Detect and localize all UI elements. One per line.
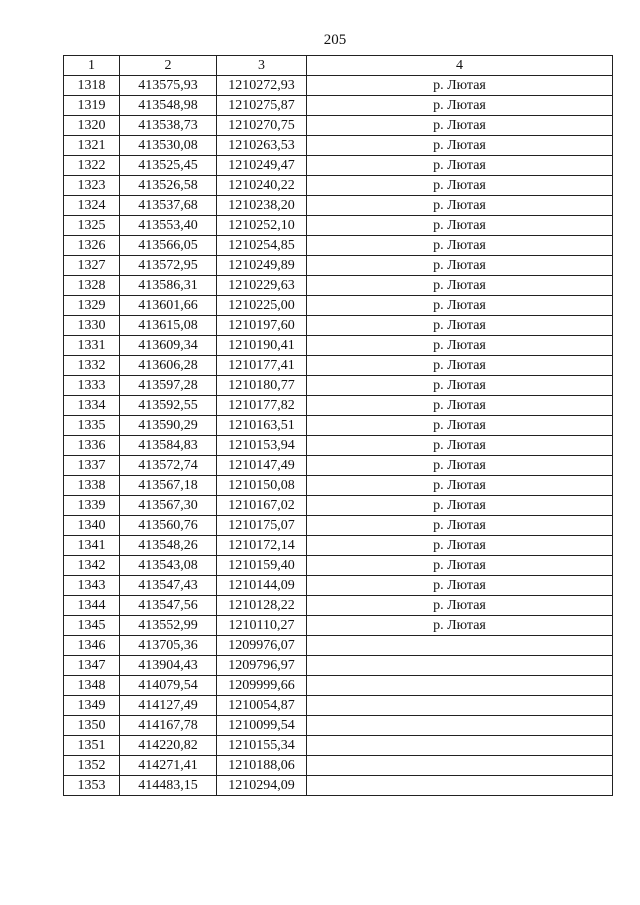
- x-coordinate-cell: 413601,66: [120, 296, 217, 316]
- table-row: [64, 96, 613, 116]
- y-coordinate-cell: 1210159,40: [217, 556, 307, 576]
- point-number-cell: 1340: [64, 516, 120, 536]
- x-coordinate-cell: 413553,40: [120, 216, 217, 236]
- table-row: [64, 196, 613, 216]
- x-coordinate-cell: 413548,26: [120, 536, 217, 556]
- x-coordinate-cell: 413538,73: [120, 116, 217, 136]
- y-coordinate-cell: 1210177,41: [217, 356, 307, 376]
- point-number-cell: 1323: [64, 176, 120, 196]
- y-coordinate-cell: 1210054,87: [217, 696, 307, 716]
- table-row: [64, 376, 613, 396]
- point-number-cell: 1325: [64, 216, 120, 236]
- point-number-cell: 1350: [64, 716, 120, 736]
- point-number-cell: 1335: [64, 416, 120, 436]
- x-coordinate-cell: 413567,30: [120, 496, 217, 516]
- description-cell: р. Лютая: [307, 336, 613, 356]
- description-cell: [307, 756, 613, 776]
- table-row: [64, 496, 613, 516]
- y-coordinate-cell: 1210153,94: [217, 436, 307, 456]
- table-row: [64, 276, 613, 296]
- x-coordinate-cell: 413609,34: [120, 336, 217, 356]
- table-row: [64, 676, 613, 696]
- y-coordinate-cell: 1210225,00: [217, 296, 307, 316]
- point-number-cell: 1348: [64, 676, 120, 696]
- point-number-cell: 1341: [64, 536, 120, 556]
- point-number-cell: 1319: [64, 96, 120, 116]
- x-coordinate-cell: 413572,74: [120, 456, 217, 476]
- point-number-cell: 1332: [64, 356, 120, 376]
- table-row: [64, 456, 613, 476]
- y-coordinate-cell: 1210167,02: [217, 496, 307, 516]
- table-row: [64, 556, 613, 576]
- table-row: [64, 136, 613, 156]
- table-row: [64, 176, 613, 196]
- description-cell: р. Лютая: [307, 136, 613, 156]
- coordinates-table: [63, 55, 613, 796]
- point-number-cell: 1336: [64, 436, 120, 456]
- table-row: [64, 396, 613, 416]
- y-coordinate-cell: 1210254,85: [217, 236, 307, 256]
- description-cell: р. Лютая: [307, 536, 613, 556]
- x-coordinate-cell: 413606,28: [120, 356, 217, 376]
- y-coordinate-cell: 1210197,60: [217, 316, 307, 336]
- description-cell: р. Лютая: [307, 236, 613, 256]
- x-coordinate-cell: 413615,08: [120, 316, 217, 336]
- point-number-cell: 1318: [64, 76, 120, 96]
- table-row: [64, 716, 613, 736]
- description-cell: р. Лютая: [307, 496, 613, 516]
- description-cell: р. Лютая: [307, 396, 613, 416]
- description-cell: р. Лютая: [307, 596, 613, 616]
- x-coordinate-cell: 413586,31: [120, 276, 217, 296]
- description-cell: р. Лютая: [307, 516, 613, 536]
- point-number-cell: 1321: [64, 136, 120, 156]
- y-coordinate-cell: 1210249,89: [217, 256, 307, 276]
- table-row: [64, 576, 613, 596]
- table-row: [64, 256, 613, 276]
- y-coordinate-cell: 1210270,75: [217, 116, 307, 136]
- x-coordinate-cell: 413560,76: [120, 516, 217, 536]
- point-number-cell: 1331: [64, 336, 120, 356]
- y-coordinate-cell: 1209796,97: [217, 656, 307, 676]
- point-number-cell: 1344: [64, 596, 120, 616]
- description-cell: р. Лютая: [307, 96, 613, 116]
- description-cell: [307, 696, 613, 716]
- description-cell: р. Лютая: [307, 176, 613, 196]
- x-coordinate-cell: 413537,68: [120, 196, 217, 216]
- description-cell: [307, 656, 613, 676]
- x-coordinate-cell: 413552,99: [120, 616, 217, 636]
- table-row: [64, 756, 613, 776]
- table-row: [64, 516, 613, 536]
- x-coordinate-cell: 413530,08: [120, 136, 217, 156]
- x-coordinate-cell: 413543,08: [120, 556, 217, 576]
- description-cell: р. Лютая: [307, 556, 613, 576]
- point-number-cell: 1345: [64, 616, 120, 636]
- y-coordinate-cell: 1210188,06: [217, 756, 307, 776]
- table-row: [64, 476, 613, 496]
- x-coordinate-cell: 413547,56: [120, 596, 217, 616]
- table-row: [64, 596, 613, 616]
- point-number-cell: 1334: [64, 396, 120, 416]
- point-number-cell: 1337: [64, 456, 120, 476]
- point-number-cell: 1353: [64, 776, 120, 796]
- point-number-cell: 1343: [64, 576, 120, 596]
- description-cell: р. Лютая: [307, 296, 613, 316]
- description-cell: [307, 676, 613, 696]
- y-coordinate-cell: 1210155,34: [217, 736, 307, 756]
- table-row: [64, 636, 613, 656]
- point-number-cell: 1342: [64, 556, 120, 576]
- table-row: [64, 356, 613, 376]
- y-coordinate-cell: 1210238,20: [217, 196, 307, 216]
- x-coordinate-cell: 414483,15: [120, 776, 217, 796]
- point-number-cell: 1346: [64, 636, 120, 656]
- description-cell: р. Лютая: [307, 356, 613, 376]
- point-number-cell: 1347: [64, 656, 120, 676]
- point-number-cell: 1324: [64, 196, 120, 216]
- y-coordinate-cell: 1210294,09: [217, 776, 307, 796]
- y-coordinate-cell: 1210163,51: [217, 416, 307, 436]
- x-coordinate-cell: 413575,93: [120, 76, 217, 96]
- table-header-row: [64, 56, 613, 76]
- x-coordinate-cell: 413526,58: [120, 176, 217, 196]
- description-cell: р. Лютая: [307, 316, 613, 336]
- table-row: [64, 216, 613, 236]
- x-coordinate-cell: 413597,28: [120, 376, 217, 396]
- y-coordinate-cell: 1210229,63: [217, 276, 307, 296]
- y-coordinate-cell: 1210272,93: [217, 76, 307, 96]
- table-row: [64, 416, 613, 436]
- x-coordinate-cell: 414167,78: [120, 716, 217, 736]
- x-coordinate-cell: 414127,49: [120, 696, 217, 716]
- table-row: [64, 436, 613, 456]
- description-cell: р. Лютая: [307, 376, 613, 396]
- description-cell: [307, 716, 613, 736]
- column-header-2: 2: [120, 56, 217, 76]
- x-coordinate-cell: 414271,41: [120, 756, 217, 776]
- point-number-cell: 1351: [64, 736, 120, 756]
- y-coordinate-cell: 1210128,22: [217, 596, 307, 616]
- table-row: [64, 296, 613, 316]
- x-coordinate-cell: 414220,82: [120, 736, 217, 756]
- y-coordinate-cell: 1210263,53: [217, 136, 307, 156]
- y-coordinate-cell: 1210249,47: [217, 156, 307, 176]
- x-coordinate-cell: 413592,55: [120, 396, 217, 416]
- table-row: [64, 536, 613, 556]
- point-number-cell: 1330: [64, 316, 120, 336]
- point-number-cell: 1326: [64, 236, 120, 256]
- y-coordinate-cell: 1210180,77: [217, 376, 307, 396]
- y-coordinate-cell: 1210099,54: [217, 716, 307, 736]
- description-cell: р. Лютая: [307, 616, 613, 636]
- x-coordinate-cell: 413547,43: [120, 576, 217, 596]
- x-coordinate-cell: 413705,36: [120, 636, 217, 656]
- x-coordinate-cell: 413590,29: [120, 416, 217, 436]
- table-row: [64, 156, 613, 176]
- y-coordinate-cell: 1210144,09: [217, 576, 307, 596]
- table-row: [64, 336, 613, 356]
- description-cell: р. Лютая: [307, 436, 613, 456]
- description-cell: р. Лютая: [307, 216, 613, 236]
- y-coordinate-cell: 1210110,27: [217, 616, 307, 636]
- x-coordinate-cell: 413572,95: [120, 256, 217, 276]
- point-number-cell: 1322: [64, 156, 120, 176]
- x-coordinate-cell: 414079,54: [120, 676, 217, 696]
- y-coordinate-cell: 1210190,41: [217, 336, 307, 356]
- point-number-cell: 1327: [64, 256, 120, 276]
- y-coordinate-cell: 1209999,66: [217, 676, 307, 696]
- x-coordinate-cell: 413567,18: [120, 476, 217, 496]
- y-coordinate-cell: 1210172,14: [217, 536, 307, 556]
- column-header-4: 4: [307, 56, 613, 76]
- description-cell: р. Лютая: [307, 456, 613, 476]
- description-cell: р. Лютая: [307, 156, 613, 176]
- column-header-3: 3: [217, 56, 307, 76]
- y-coordinate-cell: 1210175,07: [217, 516, 307, 536]
- description-cell: р. Лютая: [307, 276, 613, 296]
- x-coordinate-cell: 413548,98: [120, 96, 217, 116]
- description-cell: р. Лютая: [307, 116, 613, 136]
- description-cell: р. Лютая: [307, 416, 613, 436]
- description-cell: р. Лютая: [307, 76, 613, 96]
- description-cell: р. Лютая: [307, 196, 613, 216]
- point-number-cell: 1352: [64, 756, 120, 776]
- description-cell: р. Лютая: [307, 476, 613, 496]
- page-number: 205: [323, 32, 347, 48]
- table-row: [64, 776, 613, 796]
- table-row: [64, 116, 613, 136]
- point-number-cell: 1349: [64, 696, 120, 716]
- description-cell: р. Лютая: [307, 256, 613, 276]
- y-coordinate-cell: 1209976,07: [217, 636, 307, 656]
- point-number-cell: 1320: [64, 116, 120, 136]
- description-cell: [307, 776, 613, 796]
- table-row: [64, 316, 613, 336]
- y-coordinate-cell: 1210177,82: [217, 396, 307, 416]
- description-cell: [307, 736, 613, 756]
- table-row: [64, 656, 613, 676]
- table-row: [64, 736, 613, 756]
- y-coordinate-cell: 1210240,22: [217, 176, 307, 196]
- description-cell: р. Лютая: [307, 576, 613, 596]
- table-row: [64, 76, 613, 96]
- table-row: [64, 236, 613, 256]
- column-header-1: 1: [64, 56, 120, 76]
- x-coordinate-cell: 413584,83: [120, 436, 217, 456]
- table-body: [64, 76, 613, 796]
- point-number-cell: 1338: [64, 476, 120, 496]
- y-coordinate-cell: 1210150,08: [217, 476, 307, 496]
- point-number-cell: 1339: [64, 496, 120, 516]
- point-number-cell: 1329: [64, 296, 120, 316]
- table-row: [64, 696, 613, 716]
- y-coordinate-cell: 1210252,10: [217, 216, 307, 236]
- point-number-cell: 1333: [64, 376, 120, 396]
- x-coordinate-cell: 413525,45: [120, 156, 217, 176]
- description-cell: [307, 636, 613, 656]
- x-coordinate-cell: 413566,05: [120, 236, 217, 256]
- y-coordinate-cell: 1210275,87: [217, 96, 307, 116]
- x-coordinate-cell: 413904,43: [120, 656, 217, 676]
- point-number-cell: 1328: [64, 276, 120, 296]
- y-coordinate-cell: 1210147,49: [217, 456, 307, 476]
- table-row: [64, 616, 613, 636]
